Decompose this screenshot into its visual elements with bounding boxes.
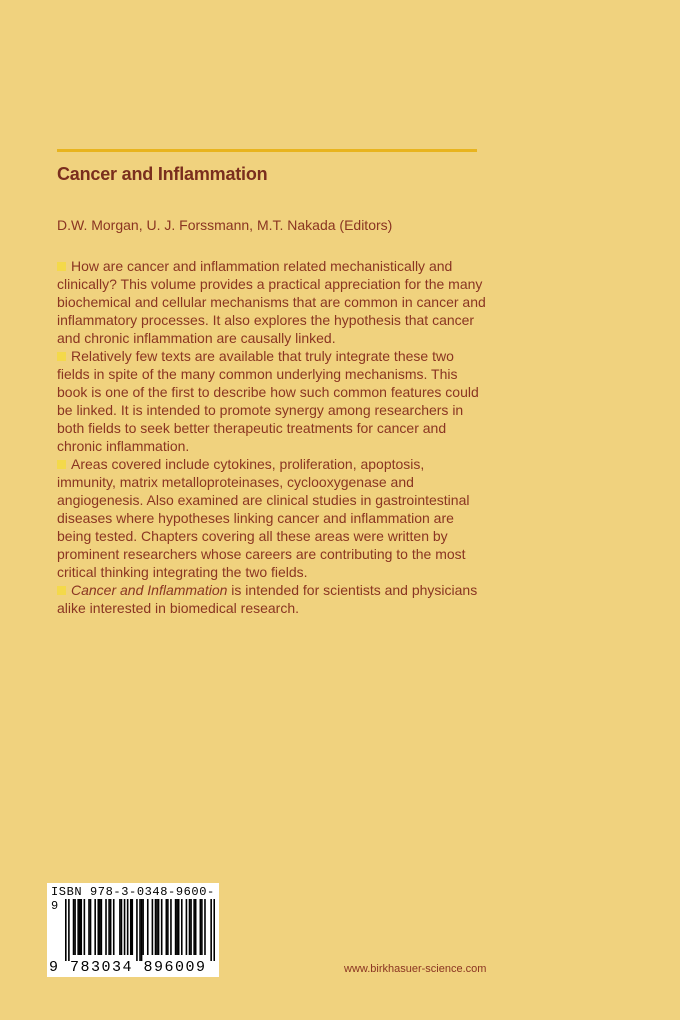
blurb-italic-title: Cancer and Inflammation: [71, 582, 228, 598]
blurb-paragraph: [57, 347, 487, 455]
publisher-url: www.birkhasuer-science.com: [344, 963, 487, 975]
barcode-bar: [130, 899, 132, 955]
barcode-bar: [155, 899, 157, 955]
square-bullet-icon: [57, 262, 66, 271]
book-title: Cancer and Inflammation: [57, 164, 268, 184]
barcode-bar: [186, 899, 188, 955]
barcode-bar: [90, 899, 92, 955]
barcode-bar: [124, 899, 126, 955]
blurb-paragraph: [57, 455, 487, 581]
barcode-bar: [158, 899, 160, 955]
barcode-bar: [213, 899, 215, 961]
barcode-bar: [68, 899, 70, 961]
barcode: [47, 883, 219, 977]
isbn-label: ISBN 978-3-0348-9600-9: [51, 885, 215, 913]
barcode-bar: [175, 899, 177, 955]
blurb-text: is intended for scientists and physicians alike interested in biomedical research.: [57, 582, 478, 616]
barcode-bar: [200, 899, 202, 955]
barcode-bar: [141, 899, 143, 961]
barcode-bar: [190, 899, 192, 955]
barcode-bar: [101, 899, 103, 955]
barcode-bar: [88, 899, 90, 955]
square-bullet-icon: [57, 586, 66, 595]
barcode-bar: [156, 899, 158, 955]
barcode-bar: [110, 899, 112, 955]
blurb-paragraph: [57, 581, 487, 617]
barcode-bar: [79, 899, 81, 955]
barcode-bar: [161, 899, 163, 955]
barcode-bar: [73, 899, 75, 955]
square-bullet-icon: [57, 352, 66, 361]
barcode-bar: [139, 899, 141, 961]
barcode-bar: [74, 899, 76, 955]
barcode-bar: [113, 899, 115, 955]
barcode-bar: [152, 899, 154, 955]
barcode-bar: [105, 899, 107, 955]
barcode-bar: [97, 899, 99, 955]
barcode-bar: [204, 899, 206, 955]
barcode-bar: [195, 899, 197, 955]
barcode-bar: [193, 899, 195, 955]
barcode-bar: [178, 899, 180, 955]
top-rule: [57, 149, 477, 152]
barcode-bar: [121, 899, 123, 955]
barcode-bar: [131, 899, 133, 955]
editors-line: D.W. Morgan, U. J. Forssmann, M.T. Nakada (Editors): [57, 217, 393, 233]
barcode-bar: [176, 899, 178, 955]
barcode-bar: [189, 899, 191, 955]
barcode-bar: [136, 899, 138, 961]
barcode-bar: [181, 899, 183, 955]
blurb-paragraph: [57, 257, 487, 347]
barcode-bar: [119, 899, 121, 955]
barcode-bar: [166, 899, 168, 955]
barcode-bar: [65, 899, 67, 961]
barcode-bar: [84, 899, 86, 955]
barcode-bar: [99, 899, 101, 955]
barcode-bar: [127, 899, 129, 955]
barcode-bar: [210, 899, 212, 961]
barcode-bar: [201, 899, 203, 955]
barcode-bar: [94, 899, 96, 955]
barcode-digits: 9 783034 896009: [49, 959, 207, 976]
barcode-bar: [142, 899, 144, 955]
barcode-bar: [77, 899, 79, 955]
blurb: [57, 257, 487, 617]
barcode-bar: [80, 899, 82, 955]
blurb-text: Areas covered include cytokines, proliferation, apoptosis, immunity, matrix metalloproteinases, cyclooxygenase and angiogenesis. Also examined are clinical studies in gastrointestinal diseases where hypotheses linking cancer and inflammation are being tested. Chapters covering all these areas were written by prominent researchers whose careers are contributing to the most critical thinking integrating the two fields.: [57, 456, 470, 580]
barcode-bar: [167, 899, 169, 955]
barcode-bars: [65, 899, 215, 961]
blurb-text: How are cancer and inflammation related mechanistically and clinically? This volume provides a practical appreciation for the many biochemical and cellular mechanisms that are common in cancer and inflammatory processes. It also explores the hypothesis that cancer and chronic inflammation are causally linked.: [57, 258, 486, 346]
square-bullet-icon: [57, 460, 66, 469]
barcode-bar: [170, 899, 172, 955]
barcode-bar: [108, 899, 110, 955]
barcode-bar: [147, 899, 149, 955]
blurb-text: Relatively few texts are available that truly integrate these two fields in spite of the many common underlying mechanisms. This book is one of the first to describe how such common features could be linked. It is intended to promote synergy among researchers in both fields to seek better therapeutic treatments for cancer and chronic inflammation.: [57, 348, 479, 454]
